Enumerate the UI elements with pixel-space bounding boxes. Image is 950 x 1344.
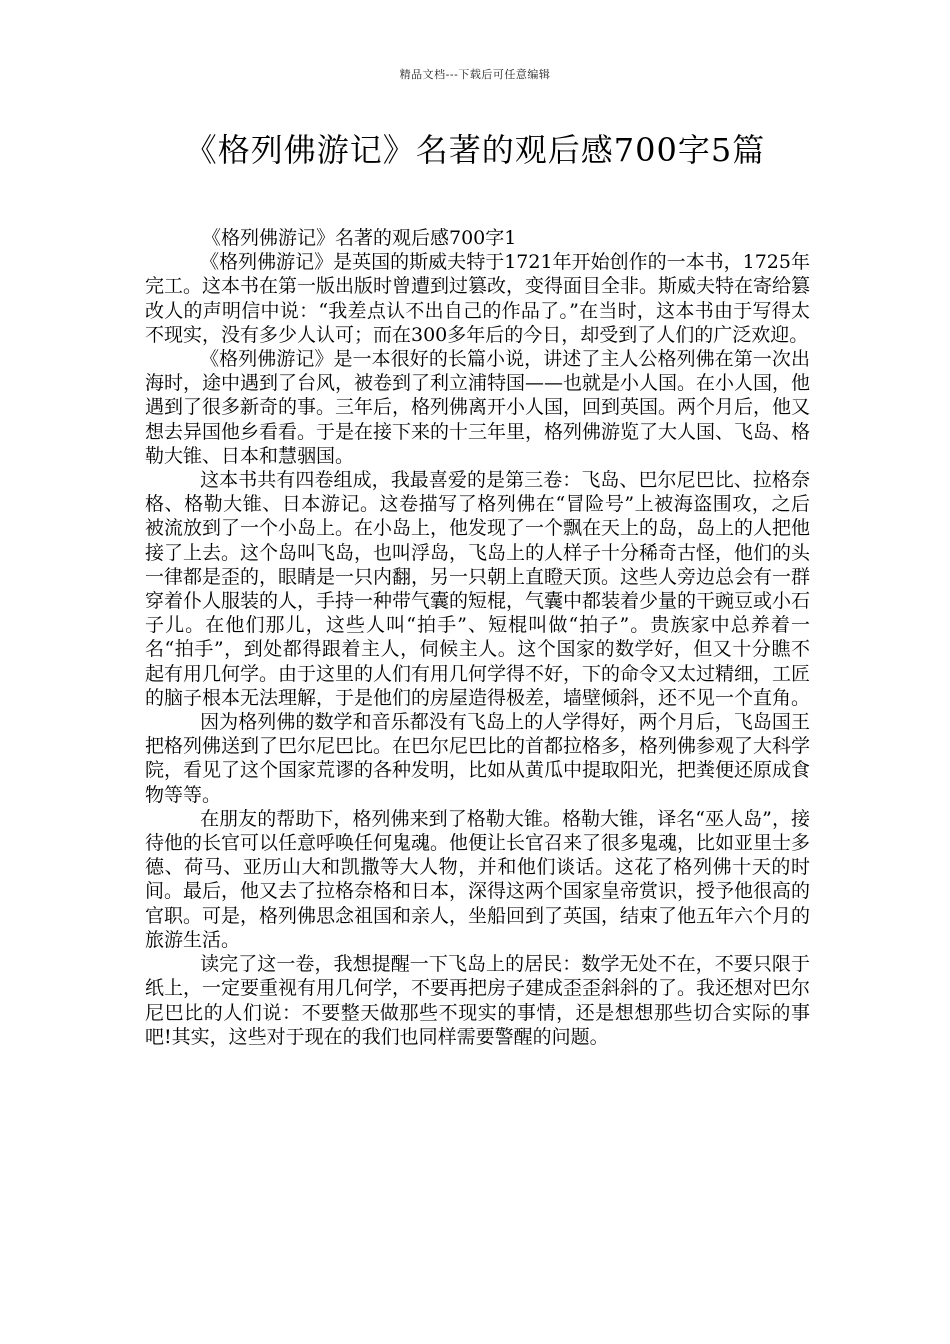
paragraph: 《格列佛游记》是一本很好的长篇小说，讲述了主人公格列佛在第一次出海时，途中遇到了台风，被卷到了利立浦特国——也就是小人国。在小人国，他遇到了很多新奇的事。三年后，格列佛离开小人国，回到英国。两个月后，他又想去异国他乡看看。于是在接下来的十三年里，格列佛游览了大人国、飞岛、格勒大锥、日本和慧骃国。 — [145, 348, 811, 467]
document-body — [145, 226, 810, 1049]
paragraph: 在朋友的帮助下，格列佛来到了格勒大锥。格勒大锥，译名“巫人岛”，接待他的长官可以任意呼唤任何鬼魂。他便让长官召来了很多鬼魂，比如亚里士多德、荷马、亚历山大和凯撒等大人物，并和他们谈话。这花了格列佛十天的时间。最后，他又去了拉格奈格和日本，深得这两个国家皇帝赏识，授予他很高的官职。可是，格列佛思念祖国和亲人，坐船回到了英国，结束了他五年六个月的旅游生活。 — [145, 807, 811, 951]
header-note: 精品文档---下载后可任意编辑 — [399, 68, 551, 81]
paragraph: 这本书共有四卷组成，我最喜爱的是第三卷：飞岛、巴尔尼巴比、拉格奈格、格勒大锥、日本游记。这卷描写了格列佛在“冒险号”上被海盗围攻，之后被流放到了一个小岛上。在小岛上，他发现了一个飘在天上的岛，岛上的人把他接了上去。这个岛叫飞岛，也叫浮岛，飞岛上的人样子十分稀奇古怪，他们的头一律都是歪的，眼睛是一只内翻，另一只朝上直瞪天顶。这些人旁边总会有一群穿着仆人服装的人，手持一种带气囊的短棍，气囊中都装着少量的干豌豆或小石子儿。在他们那儿，这些人叫“拍手”、短棍叫做“拍子”。贵族家中总养着一名“拍手”，到处都得跟着主人，伺候主人。这个国家的数学好，但又十分瞧不起有用几何学。由于这里的人们有用几何学得不好，下的命令又太过精细，工匠的脑子根本无法理解，于是他们的房屋造得极差，墙壁倾斜，还不见一个直角。 — [145, 469, 811, 709]
document-title: 《格列佛游记》名著的观后感700字5篇 — [184, 131, 766, 169]
paragraph: 读完了这一卷，我想提醒一下飞岛上的居民：数学无处不在，不要只限于纸上，一定要重视有用几何学，不要再把房子建成歪歪斜斜的了。我还想对巴尔尼巴比的人们说：不要整天做那些不现实的事情，还是想想那些切合实际的事吧!其实，这些对于现在的我们也同样需要警醒的问题。 — [145, 953, 811, 1048]
paragraph: 《格列佛游记》是英国的斯威夫特于1721年开始创作的一本书，1725年完工。这本书在第一版出版时曾遭到过篡改，变得面目全非。斯威夫特在寄给篡改人的声明信中说：“我差点认不出自己的作品了。”在当时，这本书由于写得太不现实，没有多少人认可；而在300多年后的今日，却受到了人们的广泛欢迎。 — [145, 251, 811, 346]
paragraph: 因为格列佛的数学和音乐都没有飞岛上的人学得好，两个月后，飞岛国王把格列佛送到了巴尔尼巴比。在巴尔尼巴比的首都拉格多，格列佛参观了大科学院，看见了这个国家荒谬的各种发明，比如从黄瓜中提取阳光，把粪便还原成食物等等。 — [145, 711, 811, 806]
section-heading: 《格列佛游记》名著的观后感700字1 — [202, 227, 517, 249]
